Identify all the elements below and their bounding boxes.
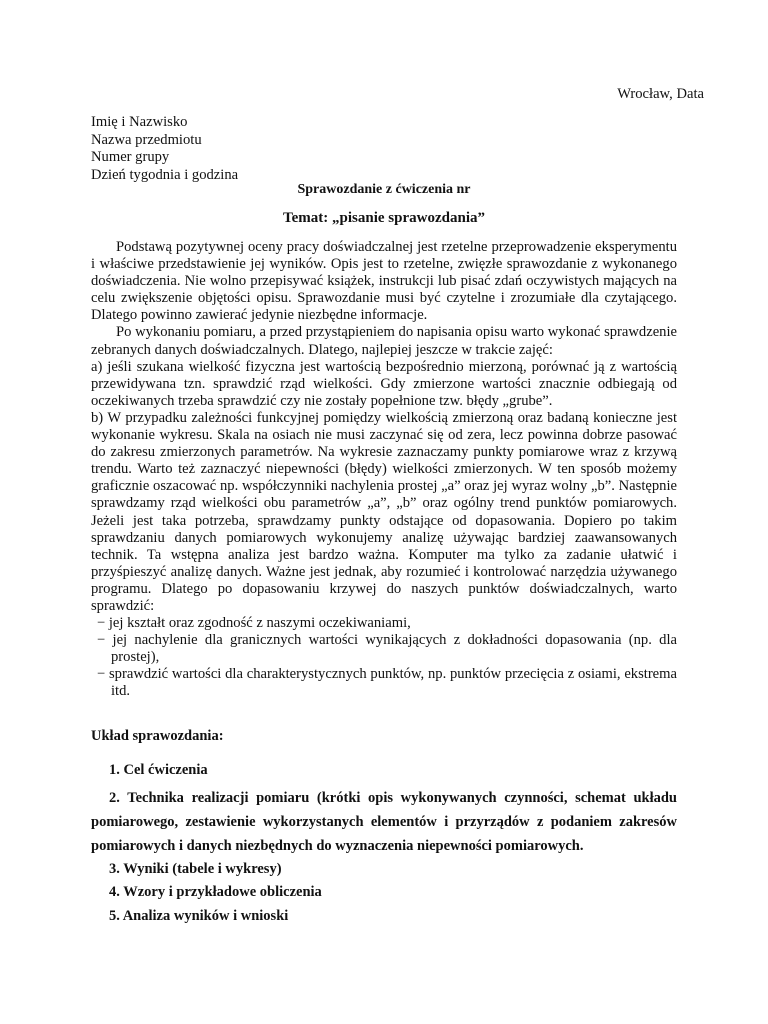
section-list <box>91 762 677 931</box>
section-item: 3. Wyniki (tabele i wykresy) <box>109 860 282 877</box>
author-block <box>91 114 238 184</box>
paragraph-point-a: a) jeśli szukana wielkość fizyczna jest wartością bezpośrednio mierzoną, porównać ją z wartością przewidywana tzn. sprawdzić rząd wielkości. Gdy zmierzone wartości znacznie odbiegają od oczekiwanych trzeba sprawdzić czy nie zostały popełnione tzw. błędy „grube”. <box>91 358 677 409</box>
paragraph-point-b: b) W przypadku zależności funkcyjnej pomiędzy wielkością zmierzoną oraz badaną konieczne jest wykonanie wykresu. Skala na osiach nie musi zaczynać się od zera, lecz powinna dobrze pasować do zakresu zmierzonych parametrów. Na wykresie zaznaczamy punkty pomiarowe wraz z krzywą trendu. Warto też zaznaczyć niepewności (błędy) wielkości zmierzonych. W ten sposób możemy graficznie oszacować np. współczynniki nachylenia prostej „a” oraz jej wyraz wolny „b”. Następnie sprawdzamy rząd wielkości obu parametrów „a”, „b” oraz ogólny trend punktów pomiarowych. Jeżeli jest taka potrzeba, sprawdzamy punkty odstające od dopasowania. Dopiero po takim sprawdzaniu danych pomiarowych wykonujemy analizę używając bardziej zaawansowanych technik. Ta wstępna analiza jest bardzo ważna. Komputer ma tylko za zadanie ułatwić i przyśpieszyć analizę danych. Ważne jest jednak, aby rozumieć i kontrolować narzędzia używanego programu. Dlatego po dopasowaniu krzywej do naszych punktów doświadczalnych, warto sprawdzić: <box>91 409 677 614</box>
report-title: Sprawozdanie z ćwiczenia nr <box>297 182 471 197</box>
check-item: − jej kształt oraz zgodność z naszymi oczekiwaniami, <box>97 615 411 632</box>
paragraph-intro: Podstawą pozytywnej oceny pracy doświadczalnej jest rzetelne przeprowadzenie eksperymentu i właściwe przedstawienie jej wyników. Opis jest to rzetelne, zwięzłe sprawozdanie z wykonanego doświadczenia. Nie wolno przepisywać książek, instrukcji lub pisać zdań oczywistych mających na celu zwiększenie objętości opisu. Sprawozdanie musi być czytelne i zrozumiałe dla czytającego. Dlatego powinno zawierać jedynie niezbędne informacje. <box>91 239 677 324</box>
body-text <box>91 239 677 701</box>
group-number: Numer grupy <box>91 149 170 165</box>
author-name: Imię i Nazwisko <box>91 114 188 130</box>
section-item: 2. Technika realizacji pomiaru (krótki opis wykonywanych czynności, schemat układu pomiarowego, zestawienie wykorzystanych elementów i przyrządów z podaniem zakresów pomiarowych i danych niezbędnych do wyznaczenia niepewności pomiarowych. <box>91 789 677 854</box>
check-item: − jej nachylenie dla granicznych wartości wynikających z dokładności dopasowania (np. dla prostej), <box>97 632 677 666</box>
paragraph-check: Po wykonaniu pomiaru, a przed przystąpieniem do napisania opisu warto wykonać sprawdzenie zebranych danych doświadczalnych. Dlatego, najlepiej jeszcze w trakcie zajęć: <box>91 324 677 358</box>
layout-heading: Układ sprawozdania: <box>91 728 224 744</box>
check-item: − sprawdzić wartości dla charakterystycznych punktów, np. punktów przecięcia z osiami, ekstrema itd. <box>97 666 677 700</box>
section-item: 4. Wzory i przykładowe obliczenia <box>109 884 322 901</box>
course-name: Nazwa przedmiotu <box>91 131 202 148</box>
section-item: 1. Cel ćwiczenia <box>109 762 208 778</box>
weekday-hour: Dzień tygodnia i godzina <box>91 166 239 183</box>
report-subject: Temat: „pisanie sprawozdania” <box>283 210 485 226</box>
place-date: Wrocław, Data <box>617 86 704 102</box>
section-item: 5. Analiza wyników i wnioski <box>109 907 289 924</box>
